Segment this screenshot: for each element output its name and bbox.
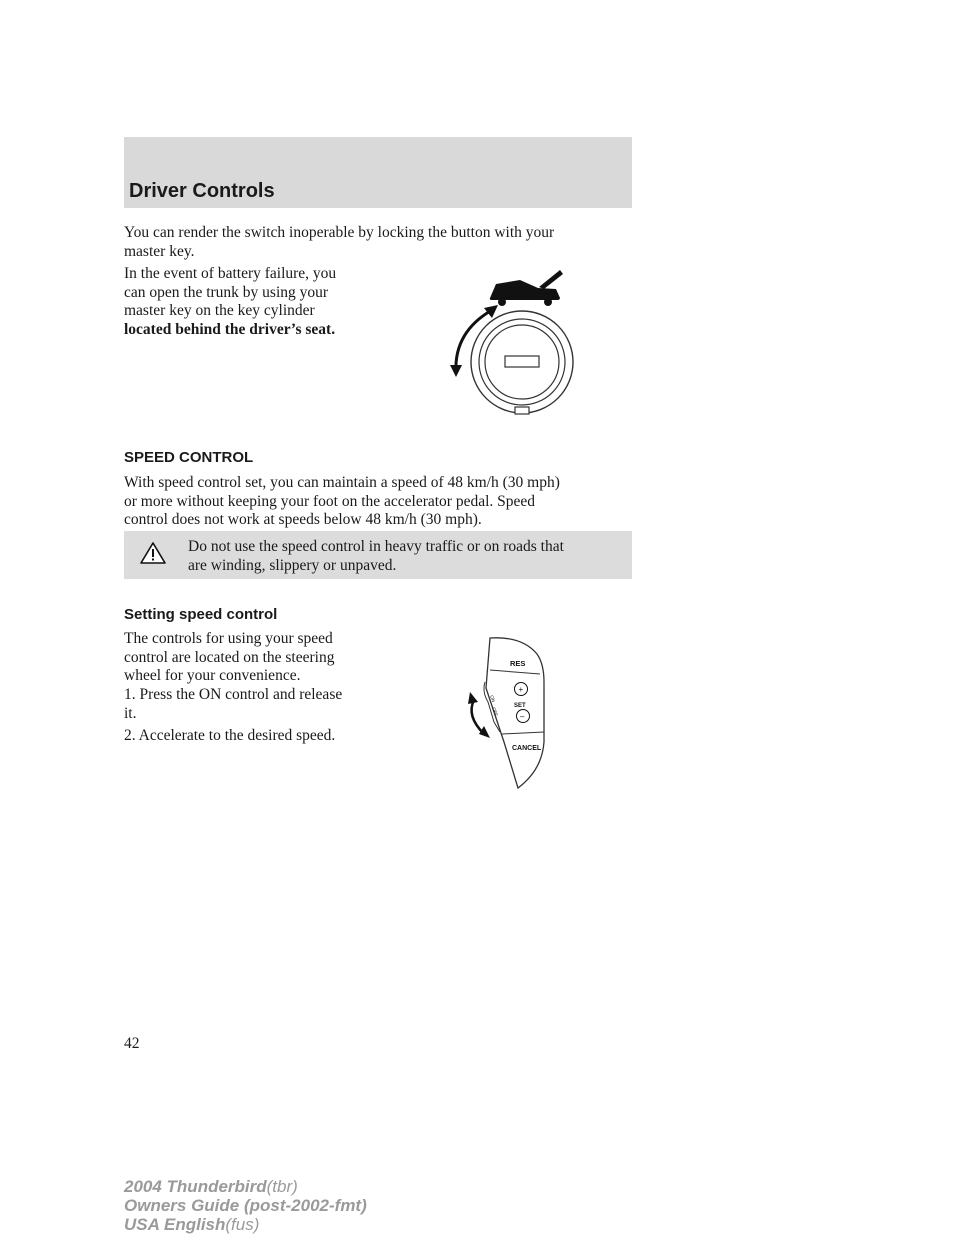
text-line: master key on the key cylinder — [124, 302, 315, 319]
minus-label: – — [520, 712, 525, 721]
text-line-bold: located behind the driver’s seat. — [124, 320, 336, 338]
text-line: With speed control set, you can maintain a speed of 48 km/h (30 mph) — [124, 474, 560, 491]
speed-control-switch-illustration — [452, 630, 562, 792]
key-cylinder-icon — [471, 311, 573, 414]
step-1-paragraph — [124, 686, 342, 723]
text-line: The controls for using your speed — [124, 630, 333, 647]
footer-model: 2004 Thunderbird — [124, 1177, 267, 1196]
text-line: control are located on the steering — [124, 648, 335, 666]
text-line: it. — [124, 704, 137, 722]
text-line: wheel for your convenience. — [124, 667, 301, 684]
text-line: or more without keeping your foot on the accelerator pedal. Speed — [124, 492, 536, 510]
setting-speed-control-heading: Setting speed control — [124, 606, 278, 623]
section-title: Driver Controls — [129, 180, 275, 202]
page-number: 42 — [124, 1035, 140, 1052]
text-line: You can render the switch inoperable by locking the button with your — [124, 224, 555, 241]
text-line: 1. Press the ON control and release — [124, 686, 343, 703]
text-line: In the event of battery failure, you — [124, 265, 337, 282]
speed-intro-paragraph — [124, 474, 560, 530]
controls-location-paragraph — [124, 630, 334, 686]
off-label: OFF — [491, 706, 499, 717]
speed-control-heading: SPEED CONTROL — [124, 449, 254, 466]
text-line: Do not use the speed control in heavy traffic or on roads that — [188, 538, 564, 555]
cancel-label: CANCEL — [512, 745, 542, 752]
plus-label: + — [518, 685, 524, 694]
battery-paragraph — [124, 265, 336, 339]
car-trunk-open-icon — [490, 270, 563, 306]
footer-guide: Owners Guide (post-2002-fmt) — [124, 1196, 367, 1215]
section-header — [124, 137, 632, 208]
set-label: SET — [514, 703, 526, 709]
footer-language-code: (fus) — [225, 1215, 260, 1234]
res-label: RES — [510, 659, 526, 668]
step-2-paragraph: 2. Accelerate to the desired speed. — [124, 727, 336, 744]
footer-language: USA English — [124, 1215, 226, 1234]
text-line: are winding, slippery or unpaved. — [188, 556, 397, 574]
warning-triangle-icon — [140, 541, 166, 565]
switch-lock-paragraph — [124, 224, 554, 261]
text-line: can open the trunk by using your — [124, 283, 329, 301]
text-line: control does not work at speeds below 48 km/h (30 mph). — [124, 511, 482, 528]
on-label: ON — [489, 694, 497, 703]
warning-text — [188, 538, 628, 575]
text-line: master key. — [124, 242, 195, 260]
trunk-key-cylinder-illustration — [440, 262, 590, 420]
footer-model-code: (tbr) — [266, 1177, 298, 1196]
document-footer — [124, 1177, 367, 1234]
warning-box — [124, 531, 632, 579]
